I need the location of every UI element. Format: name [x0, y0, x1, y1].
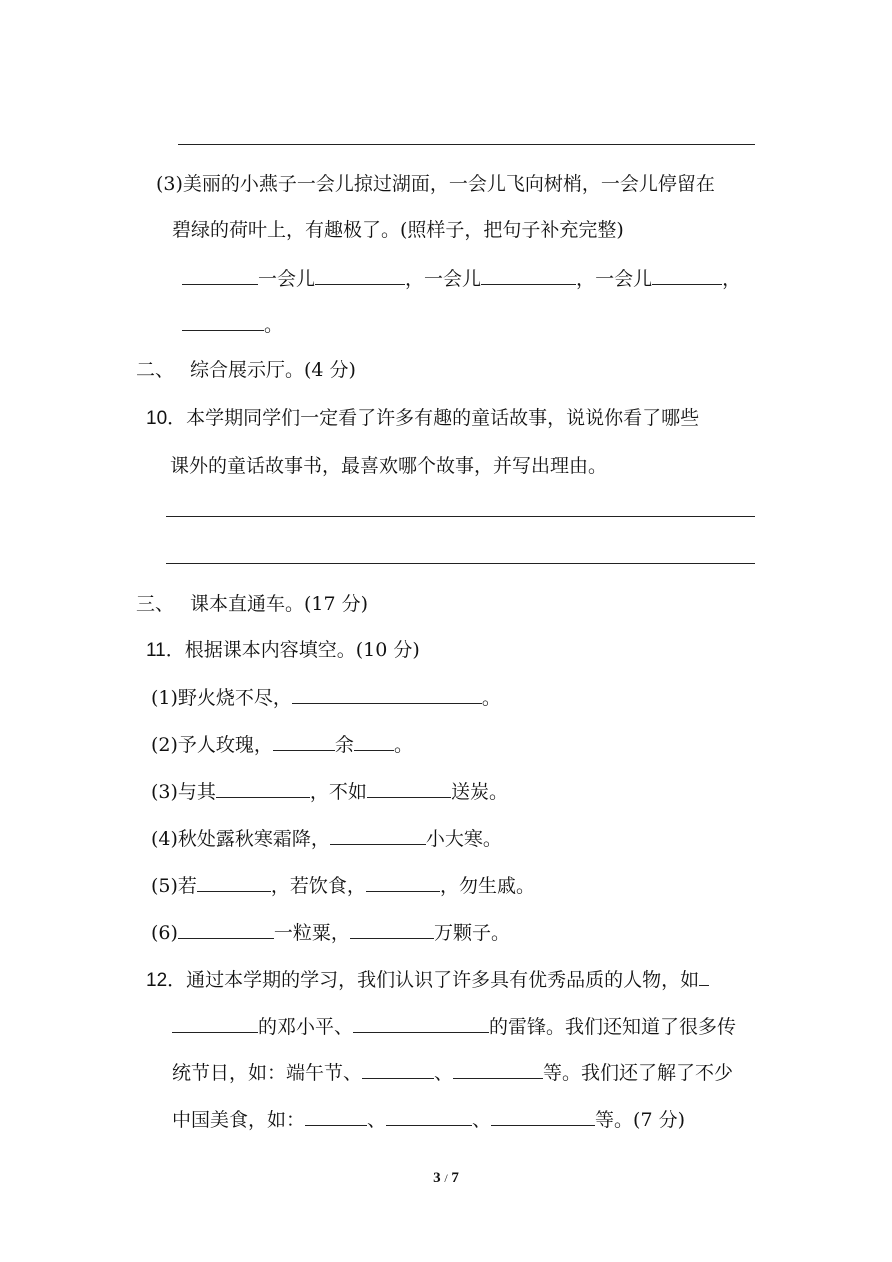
section-title: 综合展示厅。(4 分)	[190, 359, 356, 381]
item-text: ，不如	[309, 781, 367, 803]
q12-line1	[146, 967, 709, 993]
q9-3-fill-line	[182, 266, 741, 291]
q11-title	[146, 638, 420, 663]
q12-line3	[172, 1060, 733, 1085]
page-separator: /	[444, 1171, 448, 1185]
fill-blank[interactable]	[273, 732, 335, 751]
item-text: 的邓小平、	[258, 1016, 354, 1038]
item-text: 中国美食，如：	[172, 1109, 306, 1131]
item-text: (6)	[151, 922, 178, 944]
fill-blank[interactable]	[353, 1014, 489, 1033]
item-text: 、	[434, 1062, 454, 1084]
q10-line1	[146, 406, 699, 431]
answer-line[interactable]	[178, 144, 755, 145]
fill-blank[interactable]	[386, 1107, 472, 1126]
item-text: 。	[393, 734, 413, 756]
fill-blank[interactable]	[197, 873, 271, 892]
fill-blank[interactable]	[172, 1014, 258, 1033]
total-pages: 7	[451, 1170, 459, 1186]
q11-item-3	[151, 779, 508, 804]
item-text: (3)与其	[151, 781, 216, 803]
section-title: 课本直通车。(17 分)	[190, 593, 369, 615]
fill-blank[interactable]	[292, 685, 482, 704]
item-text: 万颗子。	[433, 922, 510, 944]
answer-line[interactable]	[166, 563, 755, 564]
question-number: 11	[146, 640, 166, 661]
fill-blank[interactable]	[491, 1107, 595, 1126]
fill-blank[interactable]	[182, 312, 264, 331]
fill-word: 一会儿	[595, 268, 653, 290]
q11-item-2	[151, 732, 413, 757]
fill-blank[interactable]	[330, 826, 426, 845]
fill-blank[interactable]	[182, 266, 258, 285]
q11-item-5	[151, 873, 535, 898]
fill-blank[interactable]	[367, 779, 451, 798]
item-text: 等。(7 分)	[595, 1109, 686, 1131]
comma-text: ，	[576, 268, 596, 290]
question-text: ．通过本学期的学习，我们认识了许多具有优秀品质的人物，如	[167, 969, 700, 991]
fill-blank[interactable]	[699, 967, 709, 986]
item-text: 余	[334, 734, 354, 756]
current-page: 3	[433, 1170, 441, 1186]
fill-blank[interactable]	[652, 266, 722, 285]
item-text: (1)野火烧不尽，	[151, 687, 292, 709]
item-text: ，勿生戚。	[439, 875, 535, 897]
item-text: (4)秋处露秋寒霜降，	[151, 828, 330, 850]
period-text: 。	[264, 314, 284, 336]
item-text: 等。我们还了解了不少	[543, 1062, 734, 1084]
q9-3-line1: (3)美丽的小燕子一会儿掠过湖面，一会儿飞向树梢，一会儿停留在	[156, 173, 715, 195]
q10-line2: 课外的童话故事书，最喜欢哪个故事，并写出理由。	[170, 455, 608, 477]
item-text: 、	[367, 1109, 387, 1131]
fill-blank[interactable]	[354, 732, 394, 751]
answer-line[interactable]	[166, 516, 755, 517]
fill-blank[interactable]	[362, 1060, 434, 1079]
question-text: ．本学期同学们一定看了许多有趣的童话故事，说说你看了哪些	[167, 407, 700, 429]
fill-blank[interactable]	[481, 266, 576, 285]
fill-blank[interactable]	[366, 873, 440, 892]
item-text: 小大寒。	[425, 828, 502, 850]
fill-blank[interactable]	[305, 1107, 367, 1126]
fill-blank[interactable]	[453, 1060, 543, 1079]
fill-word: 一会儿	[258, 268, 316, 290]
item-text: 送炭。	[450, 781, 508, 803]
comma-text: ，	[405, 268, 425, 290]
q12-line2	[172, 1014, 736, 1039]
q9-3-line2: 碧绿的荷叶上，有趣极了。(照样子，把句子补充完整)	[172, 219, 624, 241]
comma-text: ，	[722, 268, 742, 290]
q11-item-4	[151, 826, 502, 851]
question-text: ．根据课本内容填空。(10 分)	[165, 639, 420, 661]
fill-blank[interactable]	[178, 920, 274, 939]
item-text: (5)若	[151, 875, 197, 897]
q11-item-6	[151, 920, 510, 945]
item-text: 、	[472, 1109, 492, 1131]
item-text: 一粒粟，	[273, 922, 350, 944]
question-number: 12	[146, 970, 168, 991]
q12-line4	[172, 1107, 685, 1132]
q9-3-fill-line2	[182, 312, 283, 337]
section-number: 二、	[136, 359, 175, 381]
q11-item-1	[151, 685, 501, 710]
section-2-heading	[136, 358, 356, 382]
fill-word: 一会儿	[424, 268, 482, 290]
item-text: (2)予人玫瑰，	[151, 734, 273, 756]
item-text: 统节日，如：端午节、	[172, 1062, 363, 1084]
item-text: 的雷锋。我们还知道了很多传	[489, 1016, 737, 1038]
fill-blank[interactable]	[350, 920, 434, 939]
item-text: 。	[481, 687, 501, 709]
section-3-heading	[136, 592, 368, 616]
question-number: 10	[146, 408, 168, 429]
page-number	[0, 1170, 892, 1187]
fill-blank[interactable]	[315, 266, 405, 285]
fill-blank[interactable]	[216, 779, 310, 798]
section-number: 三、	[136, 593, 175, 615]
item-text: ，若饮食，	[270, 875, 366, 897]
